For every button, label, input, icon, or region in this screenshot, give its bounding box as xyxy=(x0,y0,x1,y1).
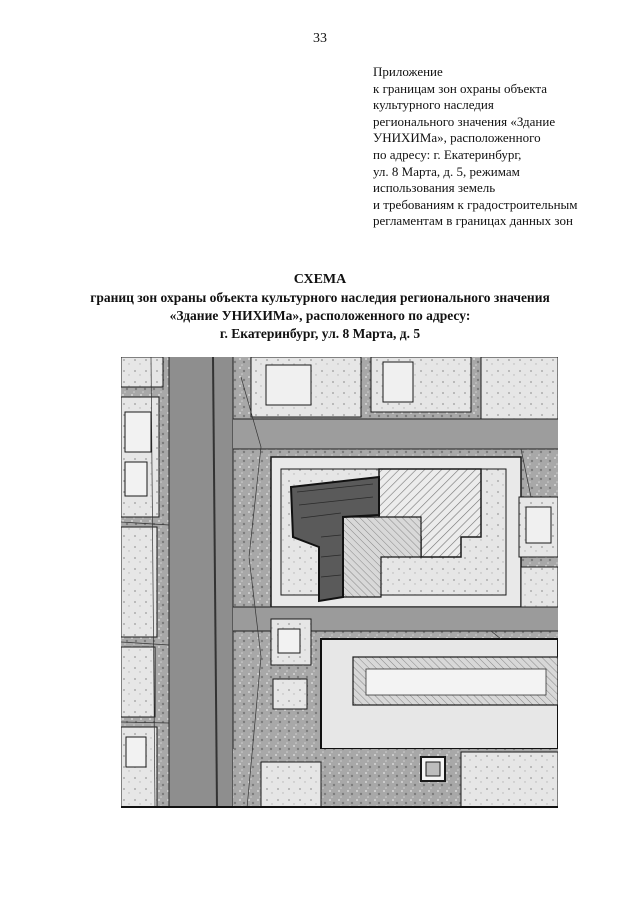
west-blocks xyxy=(121,357,163,808)
scheme-subtitle-line: «Здание УНИХИМа», расположенного по адресу: xyxy=(169,308,471,323)
south-block xyxy=(321,639,558,749)
scheme-title: СХЕМА xyxy=(293,272,347,287)
appendix-line: культурного наследия xyxy=(373,97,494,113)
appendix-line: Приложение xyxy=(373,64,443,79)
appendix-line: и требованиям к градостроительным xyxy=(373,196,578,212)
appendix-note xyxy=(373,64,613,230)
corner-lots xyxy=(271,619,311,709)
appendix-line: УНИХИМа», расположенного xyxy=(373,130,541,146)
appendix-line: ул. 8 Марта, д. 5, режимам xyxy=(373,163,520,179)
appendix-line: регламентам в границах данных зон xyxy=(373,213,573,229)
zone-map xyxy=(121,357,558,808)
zone-map-drawing xyxy=(121,357,558,808)
appendix-line: по адресу: г. Екатеринбург, xyxy=(373,146,522,162)
main-street xyxy=(169,357,233,808)
page-number: 33 xyxy=(313,31,327,46)
scheme-title-block xyxy=(0,271,640,343)
east-blocks xyxy=(519,497,558,607)
appendix-line: использования земель xyxy=(373,180,496,196)
appendix-line: к границам зон охраны объекта xyxy=(373,80,547,96)
appendix-line: регионального значения «Здание xyxy=(373,113,556,129)
scheme-subtitle-line: г. Екатеринбург, ул. 8 Марта, д. 5 xyxy=(219,326,421,341)
scheme-subtitle-line: границ зон охраны объекта культурного наследия регионального значения xyxy=(90,290,550,305)
